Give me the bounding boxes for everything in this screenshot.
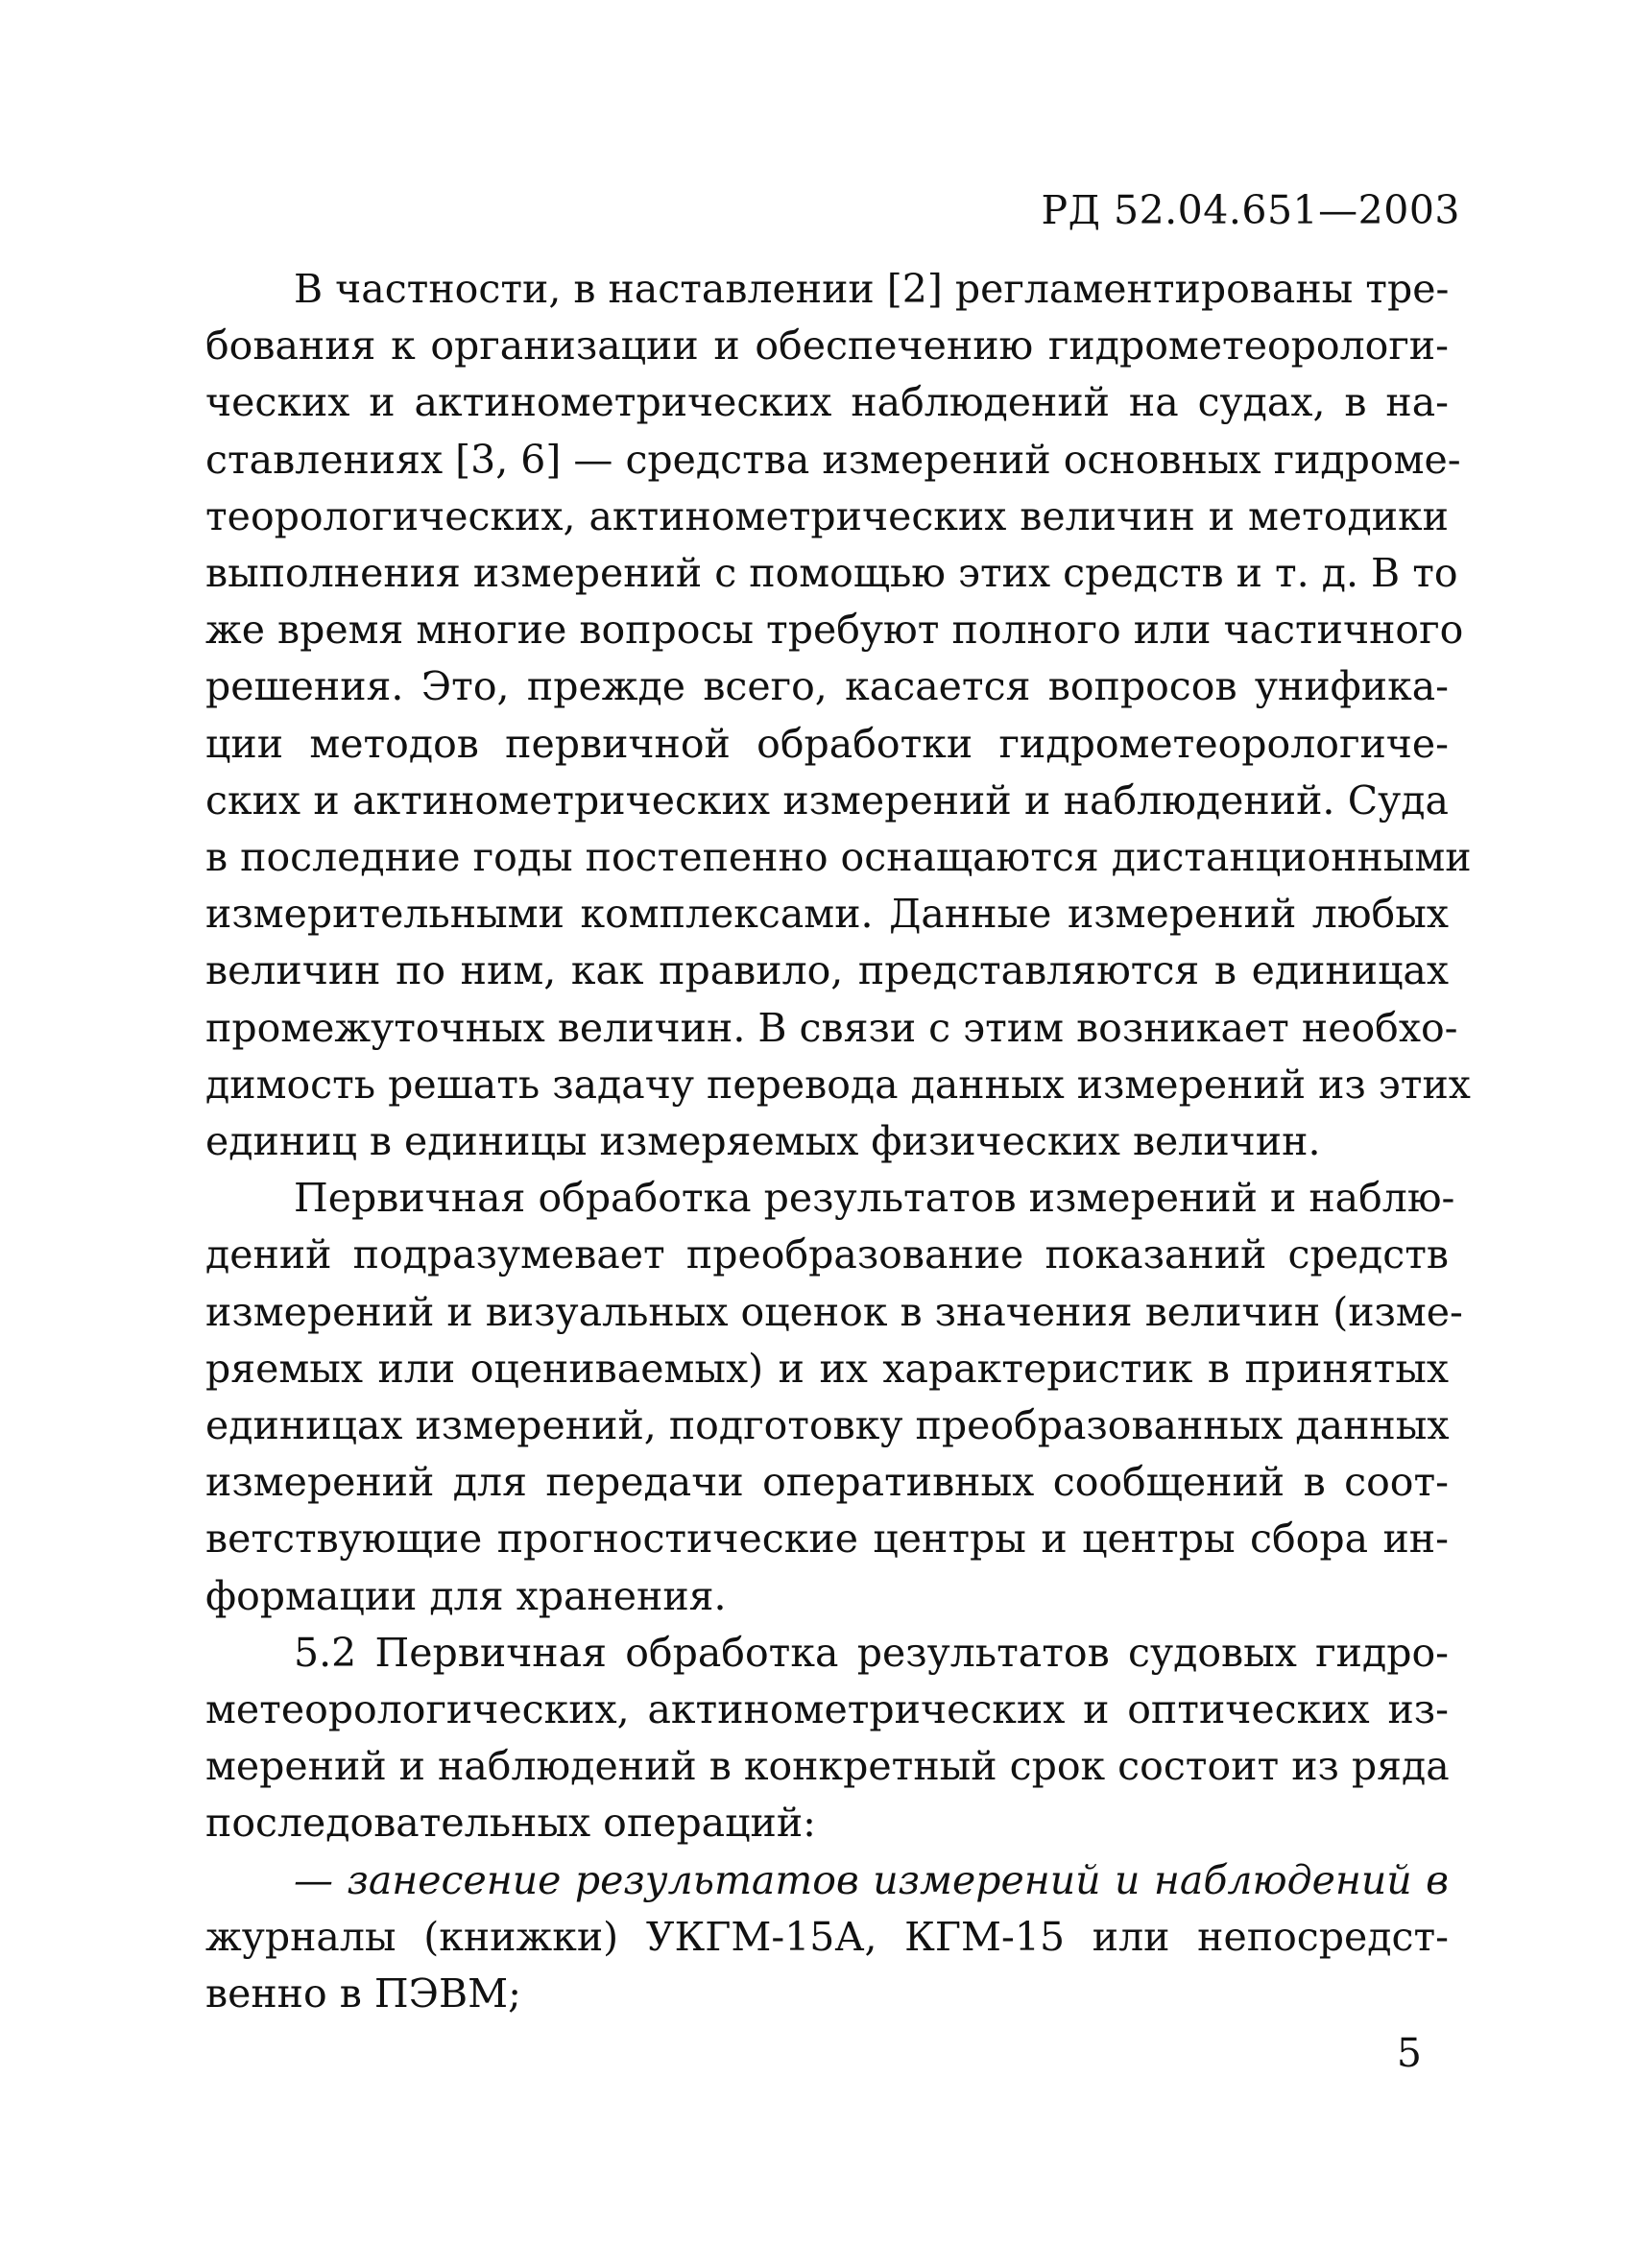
text-line: теорологических, актинометрических величин и методики	[205, 492, 1449, 539]
text-line: в последние годы постепенно оснащаются дистанционными	[205, 834, 1472, 881]
text-line: формации для хранения.	[205, 1572, 727, 1619]
list-item	[205, 1852, 1449, 2023]
text-line: единиц в единицы измеряемых физических величин.	[205, 1118, 1321, 1165]
section-heading-line: 5.2 Первичная обработка результатов судовых гидро-	[294, 1629, 1449, 1676]
paragraph-2	[205, 1170, 1463, 1625]
text-line: метеорологических, актинометрических и оптических из-	[205, 1686, 1449, 1733]
text-line: единицах измерений, подготовку преобразованных данных	[205, 1402, 1450, 1449]
text-line: промежуточных величин. В связи с этим возникает необхо-	[205, 1004, 1458, 1051]
text-line: решения. Это, прежде всего, касается вопросов унифика-	[205, 663, 1449, 710]
text-line: ставлениях [3, 6] — средства измерений основных гидроме-	[205, 436, 1461, 483]
text-line: В частности, в наставлении [2] регламентированы тре-	[294, 266, 1450, 312]
text-line: измерений для передачи оперативных сообщений в соот-	[205, 1459, 1449, 1506]
text-line: ческих и актинометрических наблюдений на судах, в на-	[205, 379, 1449, 426]
page-number: 5	[1396, 2030, 1422, 2076]
text-line: димость решать задачу перевода данных измерений из этих	[205, 1061, 1471, 1108]
text-line: дений подразумевает преобразование показаний средств	[205, 1231, 1449, 1278]
text-line: ветствующие прогностические центры и центры сбора ин-	[205, 1516, 1449, 1563]
paragraph-1	[205, 261, 1472, 1170]
body-text	[205, 261, 1472, 2022]
text-line: мерений и наблюдений в конкретный срок состоит из ряда	[205, 1743, 1450, 1790]
text-line: величин по ним, как правило, представляются в единицах	[205, 947, 1449, 994]
text-line: ских и актинометрических измерений и наблюдений. Суда	[205, 776, 1449, 824]
text-line: измерительными комплексами. Данные измерений любых	[205, 891, 1449, 938]
text-line: же время многие вопросы требуют полного или частичного	[205, 607, 1464, 654]
paragraph-3	[205, 1625, 1449, 1852]
list-item-line: — занесение результатов измерений и наблюдений в	[294, 1856, 1449, 1903]
text-line: журналы (книжки) УКГМ-15А, КГМ-15 или непосредст-	[205, 1913, 1449, 1960]
text-line: бования к организации и обеспечению гидрометеорологи-	[205, 322, 1449, 370]
text-line: венно в ПЭВМ;	[205, 1970, 521, 2017]
text-line: ции методов первичной обработки гидрометеорологиче-	[205, 720, 1449, 767]
text-line: измерений и визуальных оценок в значения величин (изме-	[205, 1288, 1463, 1335]
text-line: последовательных операций:	[205, 1800, 816, 1847]
text-line: Первичная обработка результатов измерений и наблю-	[294, 1175, 1455, 1222]
text-line: ряемых или оцениваемых) и их характеристик в принятых	[205, 1345, 1449, 1392]
document-code-header: РД 52.04.651—2003	[1041, 187, 1460, 233]
text-line: выполнения измерений с помощью этих средств и т. д. В то	[205, 550, 1458, 597]
